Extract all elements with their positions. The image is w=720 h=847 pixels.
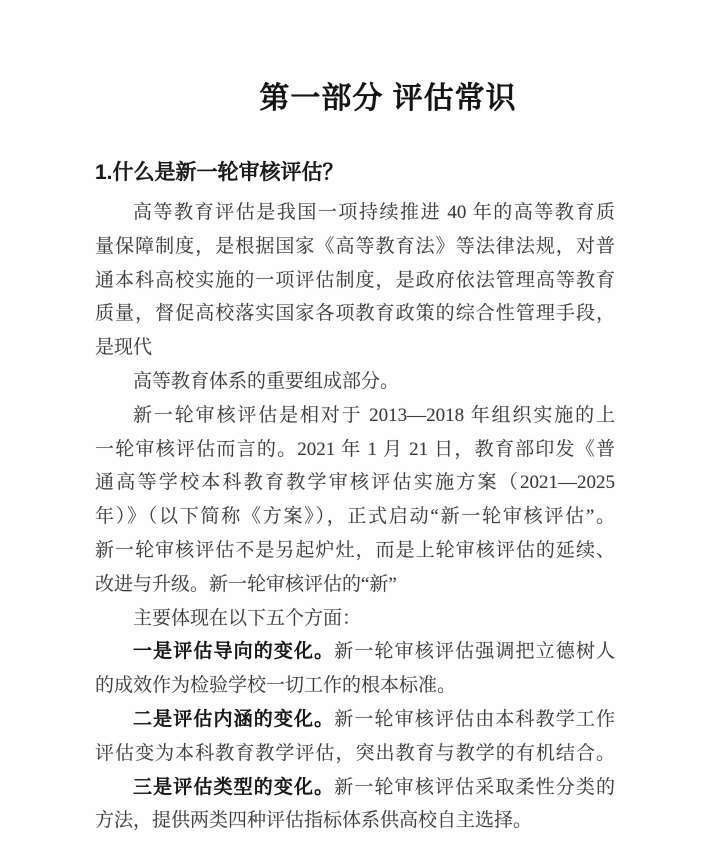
text-line: 是现代 <box>95 337 153 359</box>
text-line: 方法，提供两类四种评估指标体系供高校自主选择。 <box>95 810 533 832</box>
text-line: 一轮审核评估而言的。2021 年 1 月 21 日，教育部印发《普 <box>95 438 615 460</box>
bold-lead: 二是评估内涵的变化。 <box>133 708 335 730</box>
text-line: 质量，督促高校落实国家各项教育政策的综合性管理手段， <box>95 303 615 325</box>
text-line: 的成效作为检验学校一切工作的根本标准。 <box>95 675 457 697</box>
body-text <box>95 196 615 838</box>
section-heading: 1.什么是新一轮审核评估？ <box>95 161 344 184</box>
text-line: 量保障制度，是根据国家《高等教育法》等法律法规，对普 <box>95 235 615 257</box>
text-line: 高等教育体系的重要组成部分。 <box>133 370 400 392</box>
text-line: 评估变为本科教育教学评估，突出教育与教学的有机结合。 <box>95 742 615 764</box>
text-line: 新一轮审核评估是相对于 2013—2018 年组织实施的上 <box>133 404 615 426</box>
bold-lead: 一是评估导向的变化。 <box>133 641 335 663</box>
text-line: 通高等学校本科教育教学审核评估实施方案（2021—2025 <box>95 472 615 494</box>
text-line: 年）》（以下简称《方案》），正式启动“新一轮审核评估”。 <box>95 506 615 528</box>
document-title: 第一部分 评估常识 <box>259 82 517 115</box>
text-line: 三是评估类型的变化。新一轮审核评估采取柔性分类的 <box>133 776 615 798</box>
text-line: 高等教育评估是我国一项持续推进 40 年的高等教育质 <box>133 202 615 223</box>
text-line: 通本科高校实施的一项评估制度，是政府依法管理高等教育 <box>95 269 615 291</box>
text-line: 新一轮审核评估不是另起炉灶，而是上轮审核评估的延续、 <box>95 539 615 561</box>
text-line: 二是评估内涵的变化。新一轮审核评估由本科教学工作 <box>133 708 615 730</box>
text-line: 主要体现在以下五个方面： <box>133 607 362 629</box>
bold-lead: 三是评估类型的变化。 <box>133 776 335 798</box>
text-line: 改进与升级。新一轮审核评估的“新” <box>95 573 397 595</box>
text-line: 一是评估导向的变化。新一轮审核评估强调把立德树人 <box>133 641 615 663</box>
